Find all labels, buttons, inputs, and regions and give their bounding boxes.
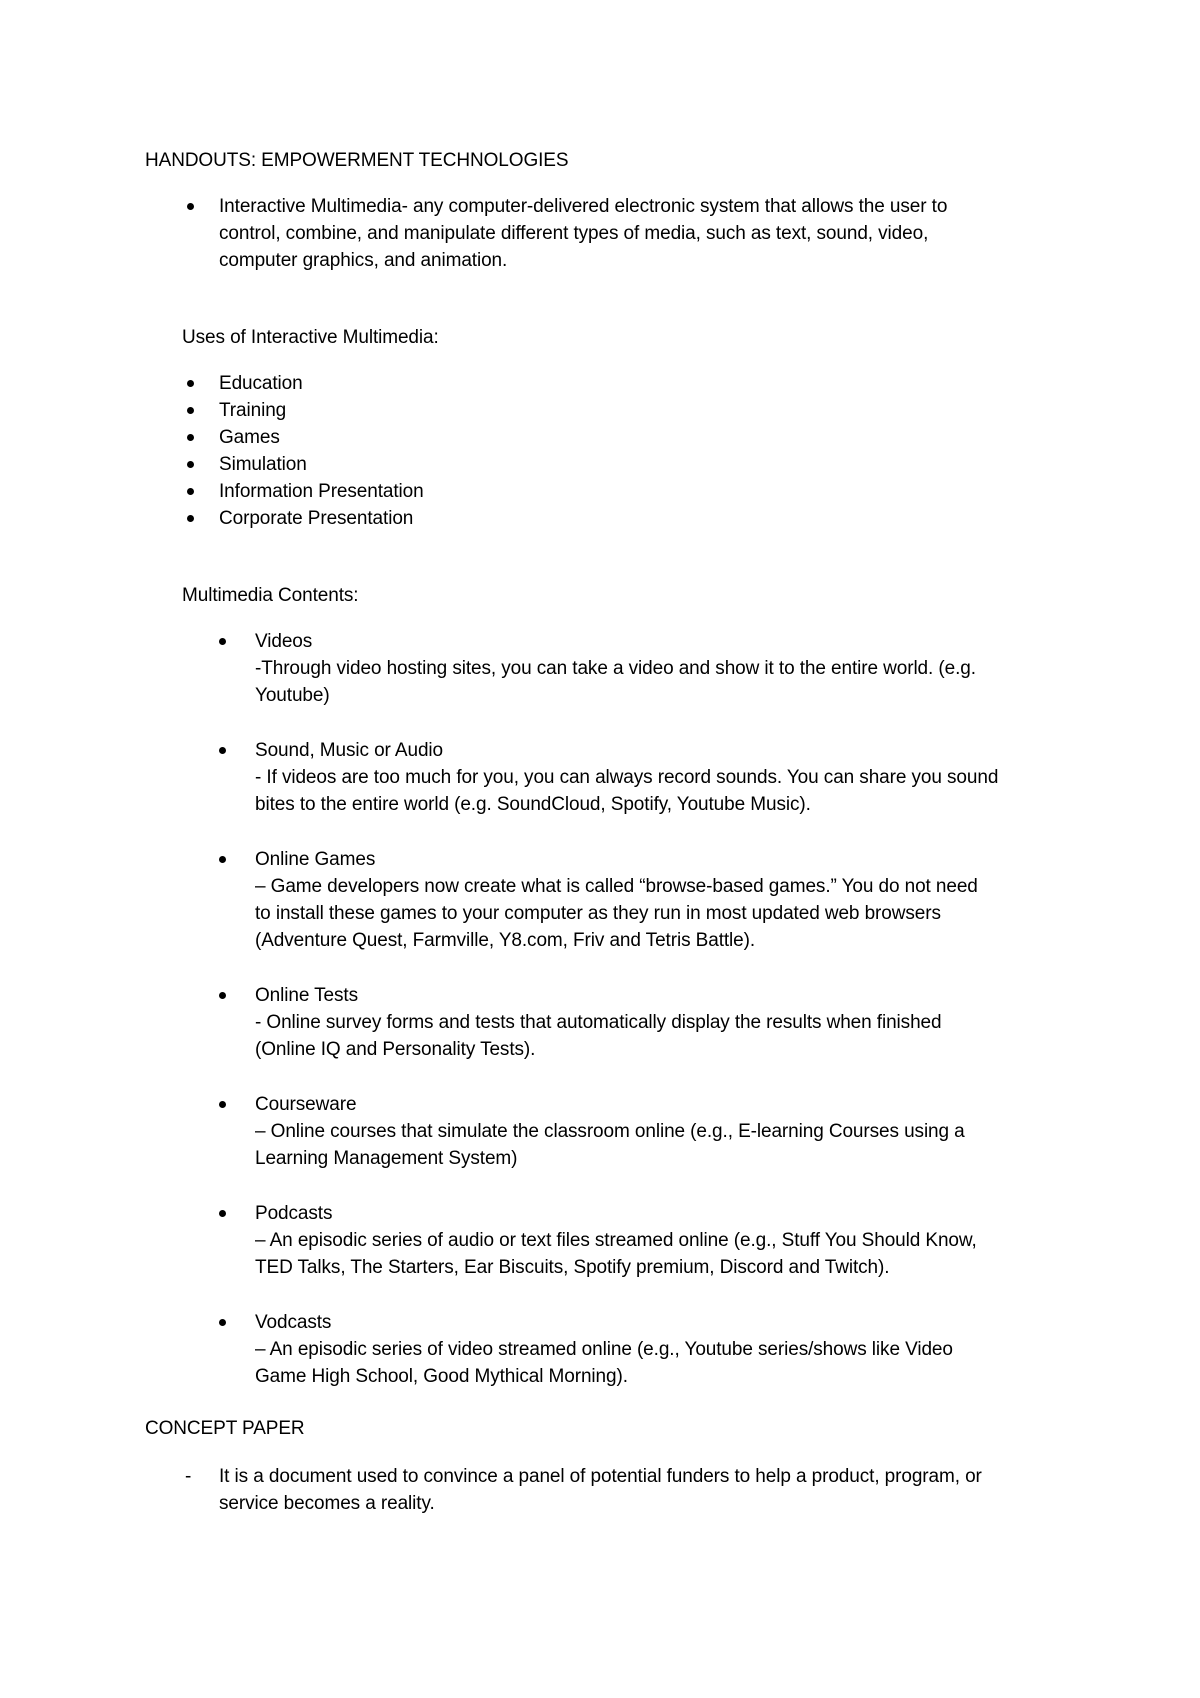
bullet-icon [219, 992, 226, 999]
content-title: Podcasts [255, 1203, 333, 1224]
content-title: Vodcasts [255, 1312, 332, 1333]
bullet-icon [187, 461, 194, 468]
content-title: Sound, Music or Audio [255, 740, 444, 761]
concept-heading: CONCEPT PAPER [145, 1418, 305, 1439]
bullet-icon [219, 638, 226, 645]
content-description: - Online survey forms and tests that automatically display the results when finished [255, 1012, 942, 1033]
content-description: – Online courses that simulate the classroom online (e.g., E-learning Courses using a [255, 1121, 965, 1142]
content-title: Videos [255, 631, 313, 652]
bullet-icon [219, 747, 226, 754]
uses-item: Corporate Presentation [219, 508, 414, 529]
bullet-icon [219, 1101, 226, 1108]
bullet-icon [219, 1210, 226, 1217]
bullet-icon [187, 407, 194, 414]
uses-heading: Uses of Interactive Multimedia: [182, 327, 439, 348]
intro-line: control, combine, and manipulate different types of media, such as text, sound, video, [219, 223, 929, 244]
bullet-icon [219, 1319, 226, 1326]
content-description: – An episodic series of video streamed online (e.g., Youtube series/shows like Video [255, 1339, 953, 1360]
uses-item: Simulation [219, 454, 307, 475]
bullet-icon [187, 380, 194, 387]
bullet-icon [187, 434, 194, 441]
contents-heading: Multimedia Contents: [182, 585, 359, 606]
dash-marker: - [185, 1466, 192, 1487]
intro-line: computer graphics, and animation. [219, 250, 508, 271]
content-description: Youtube) [255, 685, 330, 706]
uses-item: Training [219, 400, 287, 421]
content-description: - If videos are too much for you, you can always record sounds. You can share you sound [255, 767, 999, 788]
content-description: Learning Management System) [255, 1148, 518, 1169]
bullet-icon [219, 856, 226, 863]
content-title: Online Games [255, 849, 376, 870]
content-description: -Through video hosting sites, you can take a video and show it to the entire world. (e.g. [255, 658, 976, 679]
content-description: – Game developers now create what is called “browse-based games.” You do not need [255, 876, 978, 897]
bullet-icon [187, 488, 194, 495]
bullet-icon [187, 515, 194, 522]
intro-line: Interactive Multimedia- any computer-delivered electronic system that allows the user to [219, 196, 948, 217]
uses-item: Education [219, 373, 303, 394]
content-description: TED Talks, The Starters, Ear Biscuits, Spotify premium, Discord and Twitch). [255, 1257, 890, 1278]
content-description: – An episodic series of audio or text files streamed online (e.g., Stuff You Should Know, [255, 1230, 977, 1251]
content-description: to install these games to your computer as they run in most updated web browsers [255, 903, 941, 924]
content-description: bites to the entire world (e.g. SoundCloud, Spotify, Youtube Music). [255, 794, 811, 815]
content-title: Online Tests [255, 985, 359, 1006]
document-title: HANDOUTS: EMPOWERMENT TECHNOLOGIES [145, 150, 569, 171]
content-description: Game High School, Good Mythical Morning). [255, 1366, 628, 1387]
concept-line: It is a document used to convince a panel of potential funders to help a product, program, or [219, 1466, 982, 1487]
bullet-icon [187, 203, 194, 210]
concept-line: service becomes a reality. [219, 1493, 435, 1514]
content-description: (Online IQ and Personality Tests). [255, 1039, 536, 1060]
content-description: (Adventure Quest, Farmville, Y8.com, Friv and Tetris Battle). [255, 930, 756, 951]
content-title: Courseware [255, 1094, 357, 1115]
uses-item: Games [219, 427, 280, 448]
uses-item: Information Presentation [219, 481, 424, 502]
